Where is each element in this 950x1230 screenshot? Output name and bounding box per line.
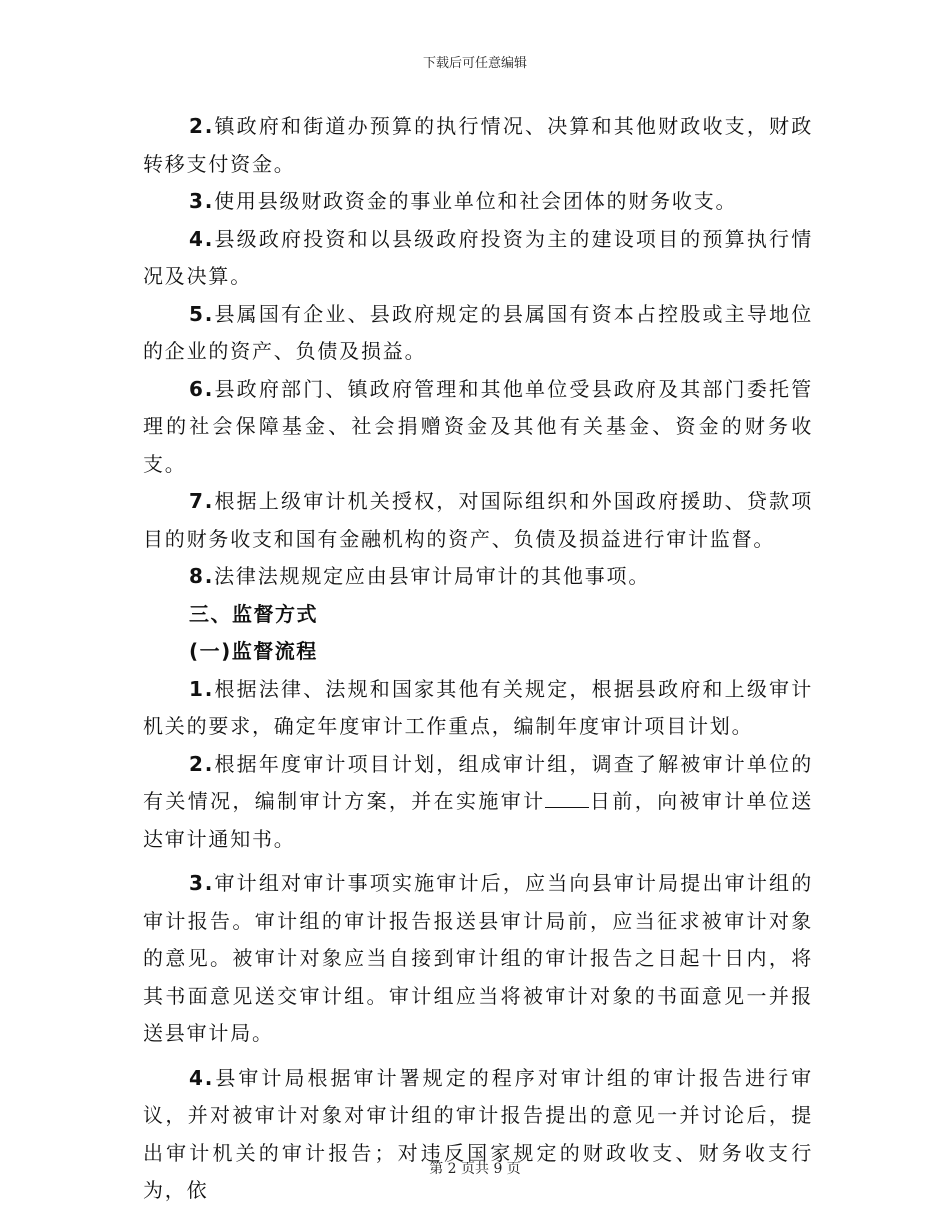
page-header: 下载后可任意编辑 bbox=[422, 56, 527, 71]
item-text: 镇政府和街道办预算的执行情况、决算和其他财政收支，财政转移支付资金。 bbox=[143, 114, 813, 176]
item-text: 县属国有企业、县政府规定的县属国有资本占控股或主导地位的企业的资产、负债及损益。 bbox=[143, 301, 813, 363]
list-item bbox=[143, 296, 813, 371]
list-item bbox=[143, 371, 813, 484]
list-item bbox=[143, 221, 813, 296]
flow-number: 1. bbox=[189, 676, 215, 701]
item-number: 7. bbox=[189, 489, 215, 513]
page-footer: 第 2 页共 9 页 bbox=[429, 1161, 521, 1177]
item-text: 县级政府投资和以县级政府投资为主的建设项目的预算执行情况及决算。 bbox=[143, 226, 813, 288]
flow-text: 县审计局根据审计署规定的程序对审计组的审计报告进行审议，并对被审计对象对审计组的审计报告提出的意见一并讨论后，提出审计机关的审计报告；对违反国家规定的财政收支、财务收支行为，依 bbox=[143, 1065, 813, 1202]
item-number: 6. bbox=[189, 376, 215, 401]
section-heading: 三、监督方式 bbox=[189, 601, 318, 626]
flow-text-after-blank: 日前，向被审计单位送达审计通知书。 bbox=[143, 789, 814, 851]
flow-item bbox=[143, 746, 813, 859]
item-text: 根据上级审计机关授权，对国际组织和外国政府援助、贷款项目的财务收支和国有金融机构的资产、负债及损益进行审计监督。 bbox=[143, 489, 813, 551]
flow-item bbox=[143, 865, 813, 1053]
item-text: 法律法规规定应由县审计局审计的其他事项。 bbox=[214, 564, 651, 588]
item-text: 县政府部门、镇政府管理和其他单位受县政府及其部门委托管理的社会保障基金、社会捐赠资金及其他有关基金、资金的财务收支。 bbox=[143, 376, 813, 476]
flow-text: 审计组对审计事项实施审计后，应当向县审计局提出审计组的审计报告。审计组的审计报告报送县审计局前，应当征求被审计对象的意见。被审计对象应当自接到审计组的审计报告之日起十日内，将其书面意见送交审计组。审计组应当将被审计对象的书面意见一并报送县审计局。 bbox=[143, 871, 813, 1045]
flow-item bbox=[143, 1060, 813, 1210]
item-number: 8. bbox=[189, 564, 215, 588]
flow-item bbox=[143, 671, 813, 746]
item-number: 3. bbox=[189, 189, 215, 213]
fill-in-blank bbox=[545, 787, 589, 808]
item-number: 2. bbox=[189, 114, 215, 138]
list-item bbox=[143, 558, 813, 596]
list-item bbox=[143, 483, 813, 558]
sub-heading: (一)监督流程 bbox=[189, 639, 318, 663]
flow-number: 2. bbox=[189, 751, 215, 776]
flow-text-before-blank: 根据年度审计项目计划，组成审计组，调查了解被审计单位的有关情况，编制审计方案，并在实施审计 bbox=[143, 751, 813, 813]
flow-text: 根据法律、法规和国家其他有关规定，根据县政府和上级审计机关的要求，确定年度审计工作重点，编制年度审计项目计划。 bbox=[143, 676, 813, 738]
list-item bbox=[143, 108, 813, 183]
item-number: 4. bbox=[189, 226, 215, 251]
item-number: 5. bbox=[189, 301, 215, 326]
list-item bbox=[143, 183, 813, 221]
item-text: 使用县级财政资金的事业单位和社会团体的财务收支。 bbox=[214, 189, 738, 213]
document-body bbox=[143, 108, 813, 1210]
flow-number: 3. bbox=[189, 871, 215, 895]
flow-number: 4. bbox=[189, 1065, 215, 1090]
